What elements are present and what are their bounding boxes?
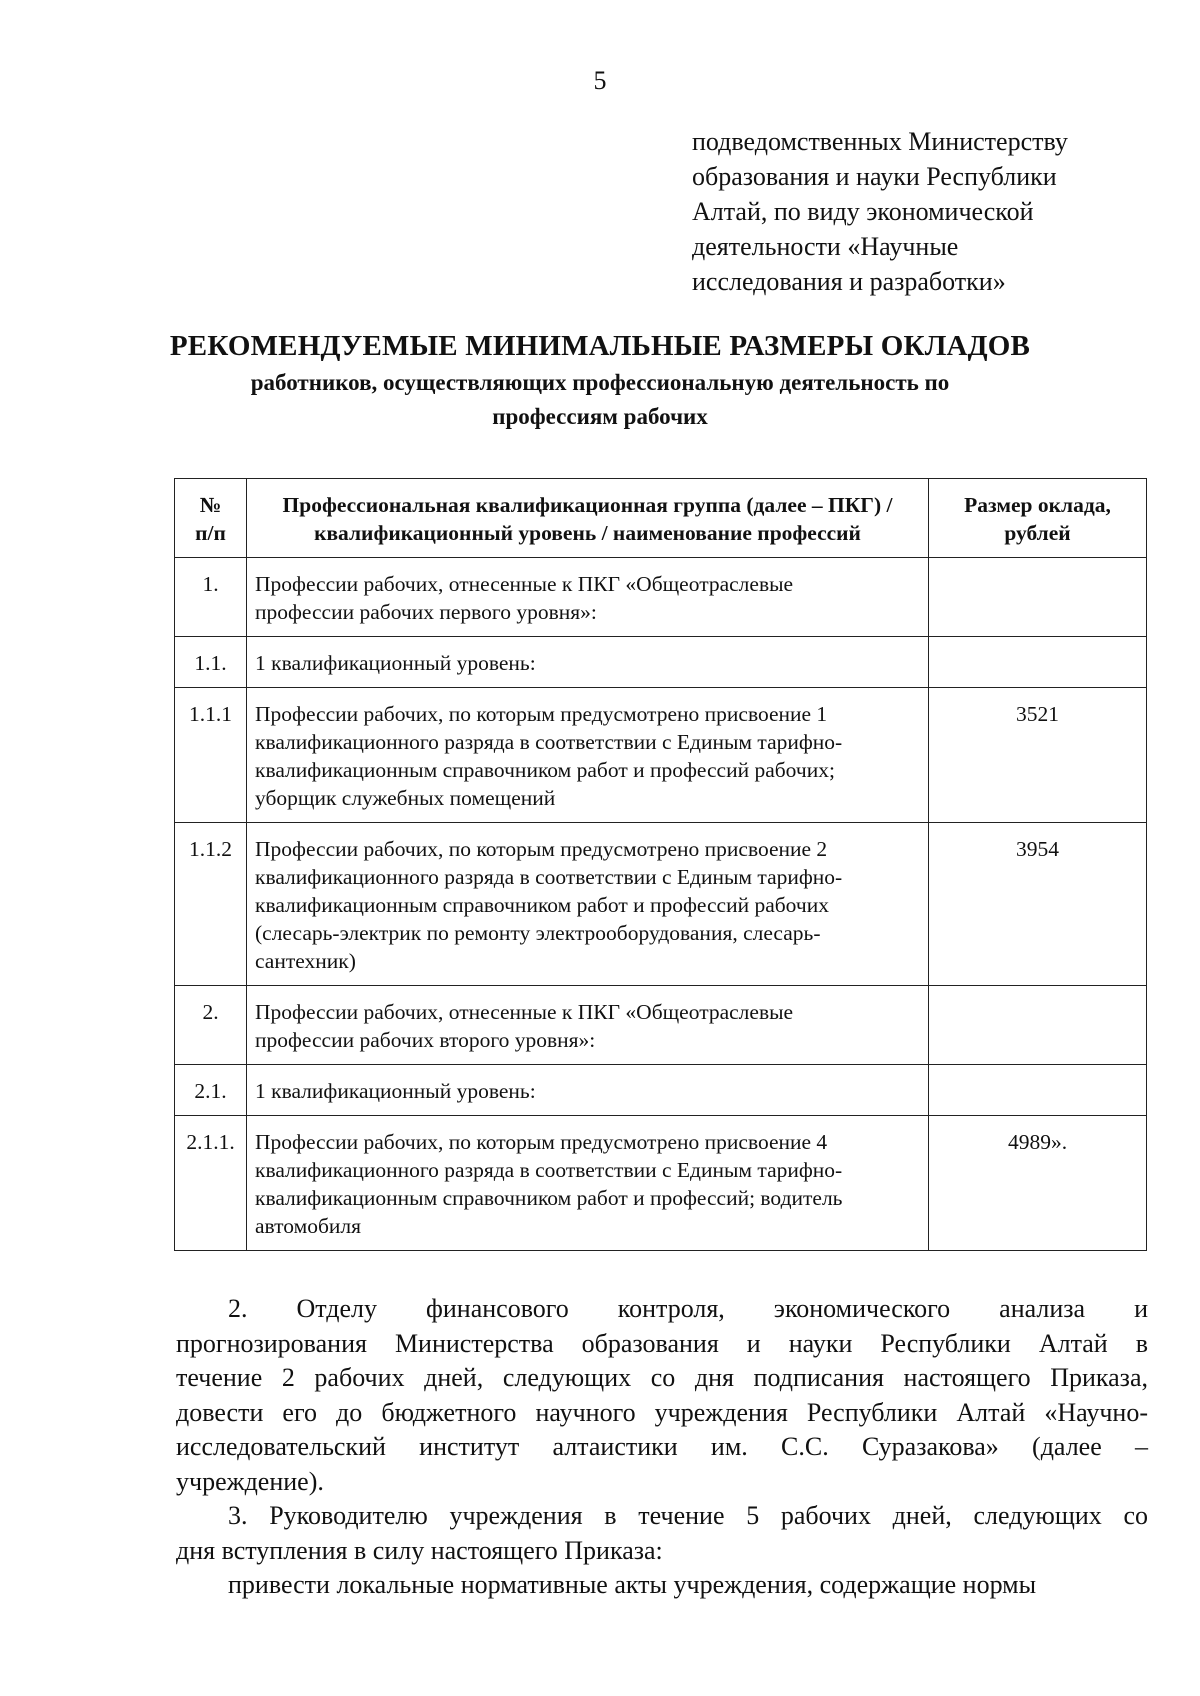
row-description xyxy=(247,688,929,823)
row-number: 1. xyxy=(175,558,247,637)
row-description xyxy=(247,986,929,1065)
paragraph-2 xyxy=(176,1292,1148,1499)
header-note-line: образования и науки Республики xyxy=(692,162,1057,191)
header-note-line: исследования и разработки» xyxy=(692,267,1006,296)
table-row xyxy=(175,688,1147,823)
row-number: 2.1. xyxy=(175,1065,247,1116)
paragraph-3 xyxy=(176,1499,1148,1568)
table-body xyxy=(175,558,1147,1251)
header-note-line: Алтай, по виду экономической xyxy=(692,197,1034,226)
header-note-line: деятельности «Научные xyxy=(692,232,959,261)
row-salary: 3954 xyxy=(929,823,1147,986)
row-number: 1.1. xyxy=(175,637,247,688)
row-description-line: 1 квалификационный уровень: xyxy=(255,651,536,675)
row-description-line: Профессии рабочих, по которым предусмотрено присвоение 2 xyxy=(255,837,828,861)
paragraph-line: прогнозирования Министерства образования и науки Республики Алтай в xyxy=(176,1328,1148,1358)
page-number: 5 xyxy=(593,66,607,95)
row-description xyxy=(247,637,929,688)
document-title: РЕКОМЕНДУЕМЫЕ МИНИМАЛЬНЫЕ РАЗМЕРЫ ОКЛАДОВ xyxy=(169,330,1031,362)
header-salary: Размер оклада, рублей xyxy=(929,479,1147,558)
row-description xyxy=(247,1116,929,1251)
row-number: 2.1.1. xyxy=(175,1116,247,1251)
row-description-line: профессии рабочих второго уровня»: xyxy=(255,1028,596,1052)
row-description-line: Профессии рабочих, по которым предусмотрено присвоение 4 xyxy=(255,1130,828,1154)
row-number: 2. xyxy=(175,986,247,1065)
header-num xyxy=(175,479,247,558)
row-salary: 4989». xyxy=(929,1116,1147,1251)
header-note xyxy=(692,124,1162,299)
row-description-line: 1 квалификационный уровень: xyxy=(255,1079,536,1103)
salary-table xyxy=(174,478,1147,1251)
table-row xyxy=(175,823,1147,986)
row-description-line: профессии рабочих первого уровня»: xyxy=(255,600,597,624)
row-description-line: сантехник) xyxy=(255,949,356,973)
row-description-line: квалификационного разряда в соответствии с Единым тарифно- xyxy=(255,730,843,754)
table-row xyxy=(175,558,1147,637)
paragraph-line: исследовательский институт алтаистики им. С.С. Суразакова» (далее – xyxy=(176,1432,1148,1461)
row-description-line: (слесарь-электрик по ремонту электрооборудования, слесарь- xyxy=(255,921,821,945)
paragraph-line: привести локальные нормативные акты учреждения, содержащие нормы xyxy=(228,1570,1037,1599)
table-row xyxy=(175,1116,1147,1251)
row-description xyxy=(247,558,929,637)
row-description xyxy=(247,823,929,986)
row-description-line: квалификационным справочником работ и профессий; водитель xyxy=(255,1186,843,1210)
paragraph-line: довести его до бюджетного научного учреждения Республики Алтай «Научно- xyxy=(176,1397,1148,1427)
subtitle-line: профессиям рабочих xyxy=(492,404,708,429)
paragraph-line: дня вступления в силу настоящего Приказа: xyxy=(176,1535,663,1565)
header-group: Профессиональная квалификационная группа (далее – ПКГ) /квалификационный уровень / наименование профессий xyxy=(247,479,929,558)
row-salary xyxy=(929,637,1147,688)
row-salary xyxy=(929,1065,1147,1116)
row-description xyxy=(247,1065,929,1116)
row-salary xyxy=(929,558,1147,637)
row-description-line: Профессии рабочих, отнесенные к ПКГ «Общеотраслевые xyxy=(255,1000,794,1024)
paragraph-4 xyxy=(176,1568,1148,1603)
subtitle-line: работников, осуществляющих профессиональную деятельность по xyxy=(250,370,950,395)
row-description-line: Профессии рабочих, отнесенные к ПКГ «Общеотраслевые xyxy=(255,572,794,596)
row-salary: 3521 xyxy=(929,688,1147,823)
paragraph-line: учреждение). xyxy=(176,1466,324,1496)
row-number: 1.1.1 xyxy=(175,688,247,823)
row-salary xyxy=(929,986,1147,1065)
body-text xyxy=(176,1292,1148,1603)
paragraph-line: течение 2 рабочих дней, следующих со дня подписания настоящего Приказа, xyxy=(176,1363,1148,1392)
table-row xyxy=(175,637,1147,688)
row-description-line: квалификационного разряда в соответствии с Единым тарифно- xyxy=(255,1158,843,1182)
row-number: 1.1.2 xyxy=(175,823,247,986)
row-description-line: автомобиля xyxy=(255,1214,362,1238)
paragraph-line: 3. Руководителю учреждения в течение 5 рабочих дней, следующих со xyxy=(228,1501,1148,1530)
document-subtitle xyxy=(0,366,1200,434)
row-description-line: квалификационным справочником работ и профессий рабочих xyxy=(255,893,829,917)
header-note-line: подведомственных Министерству xyxy=(692,127,1068,156)
row-description-line: Профессии рабочих, по которым предусмотрено присвоение 1 xyxy=(255,702,828,726)
header-num-label: № п/п xyxy=(195,493,226,545)
paragraph-line: 2. Отделу финансового контроля, экономического анализа и xyxy=(228,1294,1148,1323)
row-description-line: квалификационным справочником работ и профессий рабочих; xyxy=(255,758,835,782)
table-row xyxy=(175,986,1147,1065)
row-description-line: уборщик служебных помещений xyxy=(255,786,556,810)
row-description-line: квалификационного разряда в соответствии с Единым тарифно- xyxy=(255,865,843,889)
table-row xyxy=(175,1065,1147,1116)
table-header-row xyxy=(175,479,1147,558)
